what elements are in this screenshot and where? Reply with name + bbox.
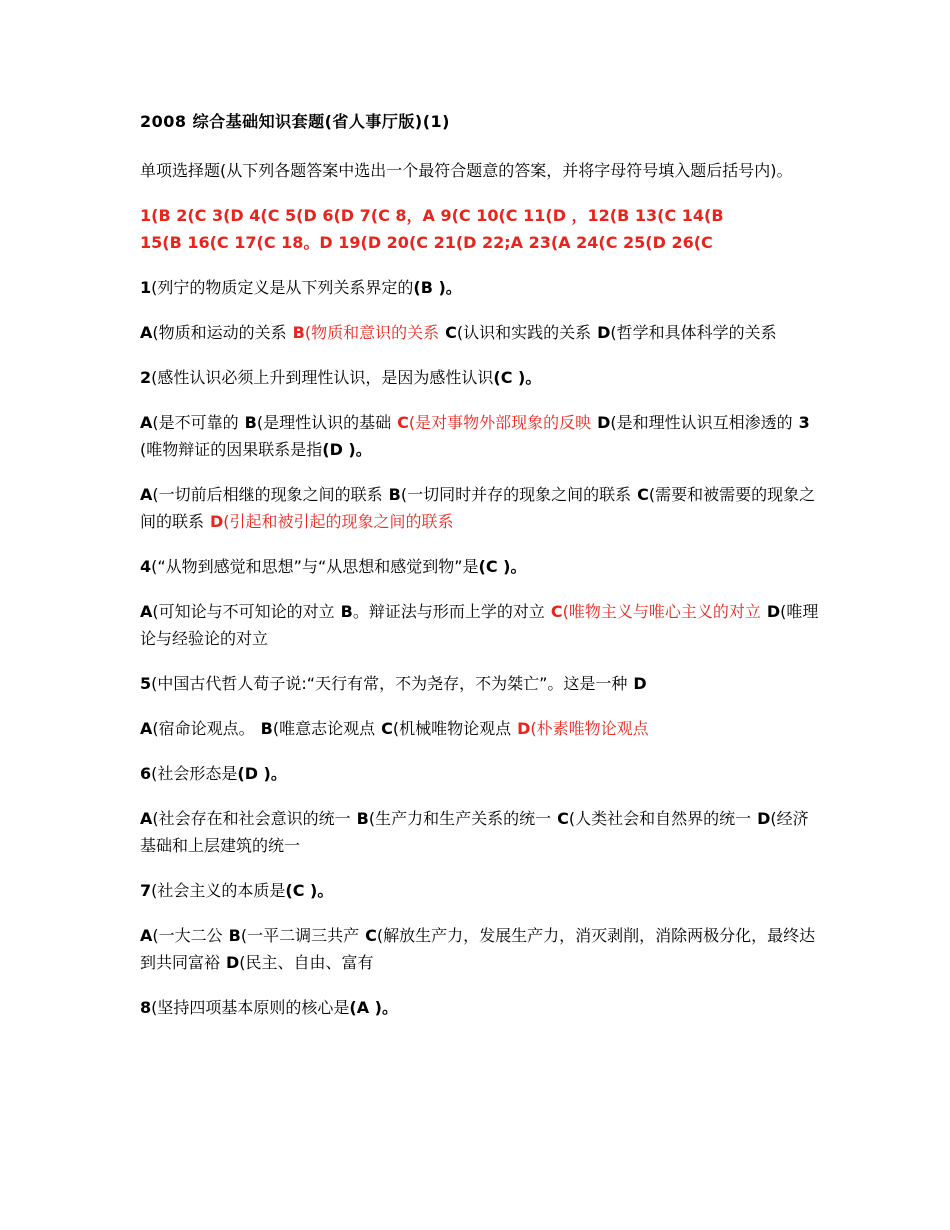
- document-title: 2008 综合基础知识套题(省人事厅版)(1): [140, 112, 450, 131]
- question-options-4: A(可知论与不可知论的对立 B。辩证法与形而上学的对立 C(唯物主义与唯心主义的对立 D(唯理论与经验论的对立: [140, 602, 819, 648]
- question-options-2: A(是不可靠的 B(是理性认识的基础 C(是对事物外部现象的反映 D(是和理性认识互相渗透的 3(唯物辩证的因果联系是指(D )。: [140, 413, 810, 459]
- question-stem-5: 5(中国古代哲人荀子说:“天行有常，不为尧存，不为桀亡”。这是一种 D: [140, 674, 647, 693]
- answer-key-line-1: 1(B 2(C 3(D 4(C 5(D 6(D 7(C 8，A 9(C 10(C 11(D ，12(B 13(C 14(B: [140, 206, 724, 225]
- question-stem-4: 4(“从物到感觉和思想”与“从思想和感觉到物”是(C )。: [140, 557, 527, 576]
- question-stem-7: 7(社会主义的本质是(C )。: [140, 881, 334, 900]
- answer-key: [140, 202, 820, 256]
- question-stem-3: 3: [798, 413, 810, 432]
- question-stem-8: 8(坚持四项基本原则的核心是(A )。: [140, 998, 398, 1017]
- question-stem-1: 1(列宁的物质定义是从下列关系界定的(B )。: [140, 278, 462, 297]
- question-options-5: A(宿命论观点。 B(唯意志论观点 C(机械唯物论观点 D(朴素唯物论观点: [140, 719, 649, 738]
- question-options-6: A(社会存在和社会意识的统一 B(生产力和生产关系的统一 C(人类社会和自然界的统一 D(经济基础和上层建筑的统一: [140, 809, 809, 855]
- document-page: [140, 108, 820, 1039]
- question-stem-2: 2(感性认识必须上升到理性认识，是因为感性认识(C )。: [140, 368, 542, 387]
- question-options-3: A(一切前后相继的现象之间的联系 B(一切同时并存的现象之间的联系 C(需要和被需要的现象之间的联系 D(引起和被引起的现象之间的联系: [140, 485, 816, 531]
- question-options-7: A(一大二公 B(一平二调三共产 C(解放生产力，发展生产力，消灭剥削，消除两极分化，最终达到共同富裕 D(民主、自由、富有: [140, 926, 816, 972]
- answer-key-line-2: 15(B 16(C 17(C 18。D 19(D 20(C 21(D 22;A 23(A 24(C 25(D 26(C: [140, 233, 713, 252]
- section-instruction: 单项选择题(从下列各题答案中选出一个最符合题意的答案，并将字母符号填入题后括号内)。: [140, 161, 793, 180]
- question-stem-6: 6(社会形态是(D )。: [140, 764, 287, 783]
- question-options-1: A(物质和运动的关系 B(物质和意识的关系 C(认识和实践的关系 D(哲学和具体科学的关系: [140, 323, 777, 342]
